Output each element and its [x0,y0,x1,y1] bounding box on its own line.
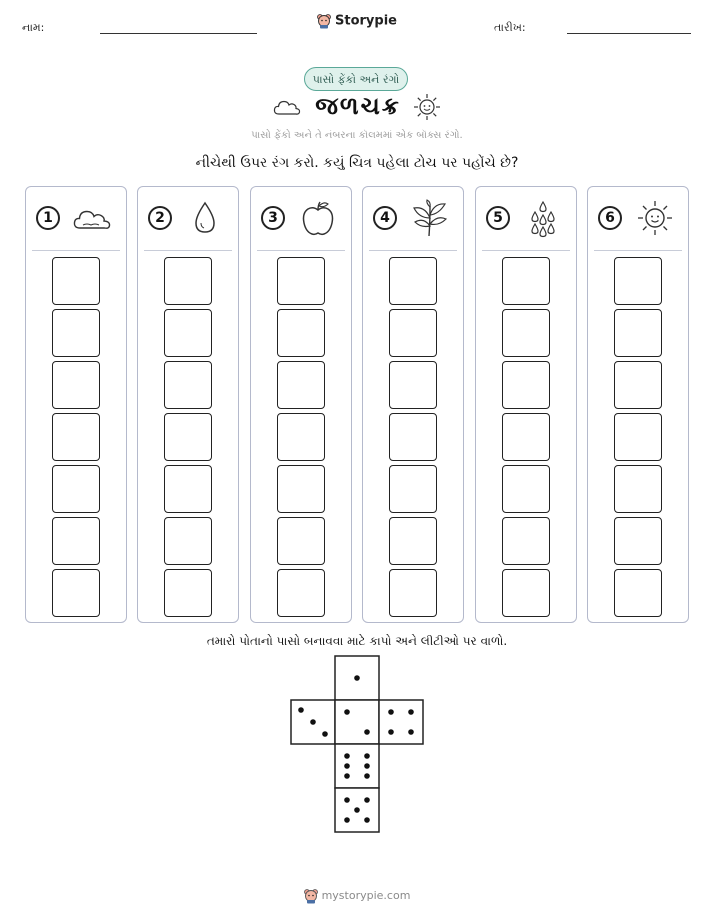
color-box[interactable] [502,517,550,565]
die-face-five [335,788,379,832]
column-number: 6 [598,206,622,230]
die-face-two [335,700,379,744]
color-box[interactable] [614,257,662,305]
color-box[interactable] [502,569,550,617]
question: નીચેથી ઉપર રંગ કરો. કયું ચિત્ર પહેલા ટોચ પર પહોંચે છે? [195,155,519,171]
color-box[interactable] [277,517,325,565]
sun-icon [634,198,676,238]
column-header [26,187,126,251]
brand-logo [0,13,714,29]
storypie-mascot-icon [317,13,331,29]
color-box[interactable] [52,569,100,617]
date-label: તારીખ: [494,21,526,34]
color-box[interactable] [389,309,437,357]
apple-icon [297,198,339,238]
color-box[interactable] [52,517,100,565]
brand-name: Storypie [335,13,397,29]
color-box[interactable] [502,465,550,513]
sun-icon [413,93,441,121]
column-number: 4 [373,206,397,230]
color-box[interactable] [164,517,212,565]
color-box[interactable] [52,465,100,513]
column-divider [482,250,570,251]
color-box[interactable] [164,465,212,513]
die-face-one [335,656,379,700]
color-box[interactable] [52,361,100,409]
rain-drops-icon [522,198,564,238]
color-box[interactable] [502,257,550,305]
color-box[interactable] [164,309,212,357]
page-title [0,92,714,121]
color-box[interactable] [52,257,100,305]
die-instruction: તમારો પોતાનો પાસો બનાવવા માટે કાપો અને લીટીઓ પર વાળો. [206,634,508,648]
storypie-mascot-icon [304,888,318,904]
column-number: 3 [261,206,285,230]
column-1 [25,186,127,623]
plant-icon [409,198,451,238]
column-divider [32,250,120,251]
die-face-four [379,700,423,744]
color-box[interactable] [277,257,325,305]
water-drop-icon [184,198,226,238]
color-box[interactable] [389,517,437,565]
column-2 [137,186,239,623]
color-box[interactable] [164,569,212,617]
name-line[interactable] [100,33,257,34]
color-box[interactable] [614,413,662,461]
die-face-six [335,744,379,788]
color-box[interactable] [389,257,437,305]
color-box[interactable] [164,361,212,409]
color-box[interactable] [614,569,662,617]
column-number: 5 [486,206,510,230]
color-box[interactable] [614,309,662,357]
column-divider [369,250,457,251]
column-header [363,187,463,251]
cloud-icon [273,97,301,117]
column-6 [587,186,689,623]
column-divider [594,250,682,251]
column-4 [362,186,464,623]
color-box[interactable] [277,361,325,409]
color-box[interactable] [614,465,662,513]
color-box[interactable] [277,569,325,617]
color-box[interactable] [389,569,437,617]
color-box[interactable] [502,361,550,409]
column-5 [475,186,577,623]
date-line[interactable] [567,33,691,34]
color-box[interactable] [614,517,662,565]
title-text: જળચક્ર [315,92,401,120]
color-box[interactable] [277,309,325,357]
color-box[interactable] [614,361,662,409]
column-header [476,187,576,251]
cloud-icon [72,198,114,238]
color-box[interactable] [389,413,437,461]
color-box[interactable] [164,413,212,461]
color-box[interactable] [277,465,325,513]
color-box[interactable] [389,465,437,513]
color-box[interactable] [502,413,550,461]
column-divider [144,250,232,251]
color-box[interactable] [502,309,550,357]
color-box[interactable] [164,257,212,305]
column-number: 1 [36,206,60,230]
column-header [251,187,351,251]
footer-site[interactable]: mystorypie.com [321,889,411,902]
activity-pill: પાસો ફેંકો અને રંગો [304,67,408,91]
subtitle: પાસો ફેંકો અને તે નંબરના કૉલમમાં એક બૉક્સ રંગો. [251,130,463,141]
column-3 [250,186,352,623]
color-box[interactable] [277,413,325,461]
column-header [588,187,688,251]
color-box[interactable] [389,361,437,409]
column-number: 2 [148,206,172,230]
column-divider [257,250,345,251]
die-face-three [291,700,335,744]
footer [0,888,714,904]
color-box[interactable] [52,309,100,357]
name-label: નામ: [22,21,45,34]
column-header [138,187,238,251]
color-box[interactable] [52,413,100,461]
